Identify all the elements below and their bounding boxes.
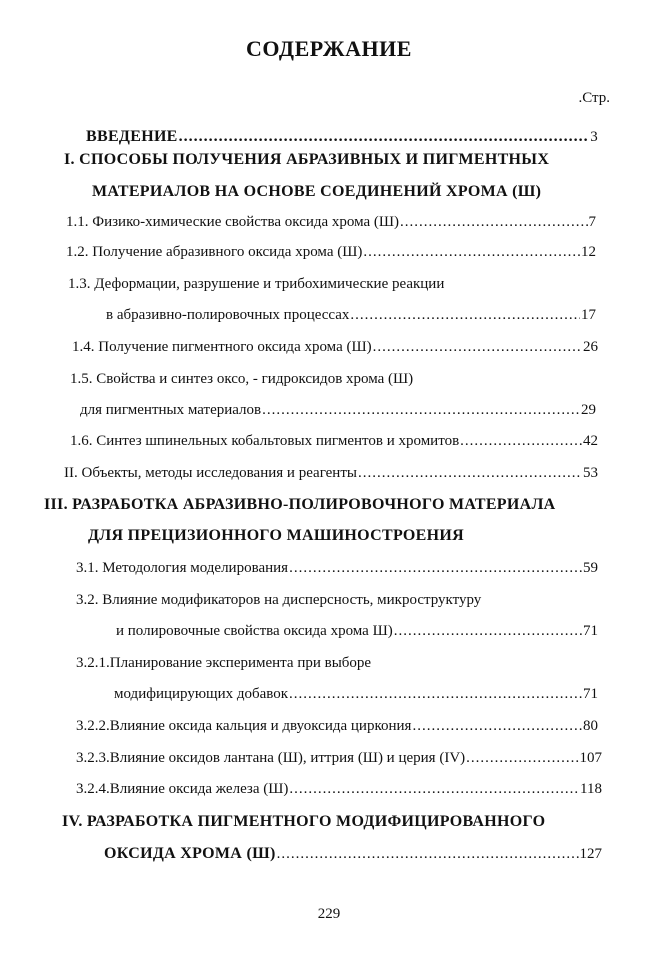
leader-dots [460,433,582,450]
toc-entry-1-1[interactable] [66,214,596,231]
leader-dots [289,781,579,798]
toc-entry-text: 3.2.3.Влияние оксидов лантана (Ш), иттрия (Ш) и церия (IV) [76,750,466,766]
toc-entry-page: 53 [583,465,598,481]
toc-entry-text: 3.2.2.Влияние оксида кальция и двуоксида циркония [76,718,412,734]
toc-entry-text: II. Объекты, методы исследования и реагенты [64,465,357,481]
toc-entry-3-2-line1[interactable]: 3.2. Влияние модификаторов на дисперсность, микроструктуру [76,592,482,608]
toc-entry-page: 7 [588,214,596,230]
leader-dots [358,465,582,482]
toc-entry-page: 71 [583,623,598,639]
page-title: СОДЕРЖАНИЕ [246,36,412,61]
toc-entry-1-6[interactable] [70,433,598,450]
leader-dots [373,339,582,356]
toc-entry-chapter-2[interactable] [64,465,598,482]
toc-entry-3-2[interactable] [116,623,598,640]
toc-entry-text: модифицирующих добавок [114,686,289,702]
toc-chapter-4-line1[interactable]: IV. РАЗРАБОТКА ПИГМЕНТНОГО МОДИФИЦИРОВАННОГО [62,813,546,830]
toc-entry-page: 71 [583,686,598,702]
toc-entry-1-4[interactable] [72,339,598,356]
toc-entry-1-5-line1[interactable]: 1.5. Свойства и синтез оксо, - гидроксидов хрома (Ш) [70,371,414,387]
page-number: 229 [317,906,341,922]
leader-dots [466,750,578,767]
leader-dots [363,244,580,261]
leader-dots [262,402,580,419]
toc-entry-text: 3.1. Методология моделирования [76,560,289,576]
toc-entry-1-5[interactable] [80,402,596,419]
toc-entry-text: и полировочные свойства оксида хрома Ш) [116,623,393,639]
toc-entry-page: 80 [583,718,598,734]
toc-entry-1-3[interactable] [106,307,596,324]
toc-entry-3-1[interactable] [76,560,598,577]
toc-entry-page: 127 [579,846,602,862]
toc-entry-1-3-line1[interactable]: 1.3. Деформации, разрушение и трибохимические реакции [68,276,445,292]
leader-dots [289,560,582,577]
toc-entry-page: 17 [581,307,596,323]
toc-chapter-1-line2[interactable]: МАТЕРИАЛОВ НА ОСНОВЕ СОЕДИНЕНИЙ ХРОМА (Ш) [92,183,542,200]
toc-entry-page: 59 [583,560,598,576]
toc-entry-page: 26 [583,339,598,355]
leader-dots [289,686,582,703]
toc-entry-text: для пигментных материалов [80,402,262,418]
toc-entry-3-2-1-line1[interactable]: 3.2.1.Планирование эксперимента при выборе [76,655,372,671]
toc-entry-chapter-4[interactable] [104,845,602,863]
toc-entry-page: 12 [581,244,596,260]
leader-dots [400,214,587,231]
toc-chapter-3-line2[interactable]: ДЛЯ ПРЕЦИЗИОННОГО МАШИНОСТРОЕНИЯ [88,527,464,544]
toc-entry-page: 118 [580,781,602,797]
toc-entry-page: 29 [581,402,596,418]
toc-entry-text: 3.2.4.Влияние оксида железа (Ш) [76,781,289,797]
toc-entry-text: 1.6. Синтез шпинельных кобальтовых пигментов и хромитов [70,433,460,449]
toc-chapter-1-line1[interactable]: I. СПОСОБЫ ПОЛУЧЕНИЯ АБРАЗИВНЫХ И ПИГМЕНТНЫХ [64,151,550,168]
leader-dots [412,718,582,735]
page-column-label: .Стр. [578,90,610,106]
toc-chapter-3-line1[interactable]: III. РАЗРАБОТКА АБРАЗИВНО-ПОЛИРОВОЧНОГО МАТЕРИАЛА [44,496,556,513]
toc-entry-page: 107 [579,750,602,766]
toc-entry-text: 1.1. Физико-химические свойства оксида хрома (Ш) [66,214,400,230]
toc-entry-3-2-2[interactable] [76,718,598,735]
toc-entry-text: ОКСИДА ХРОМА (Ш) [104,845,276,862]
leader-dots [179,128,590,146]
toc-entry-page: 42 [583,433,598,449]
leader-dots [350,307,580,324]
toc-entry-text: 1.4. Получение пигментного оксида хрома (Ш) [72,339,372,355]
toc-entry-3-2-3[interactable] [76,750,602,767]
toc-entry-text: в абразивно-полировочных процессах [106,307,350,323]
toc-entry-3-2-1[interactable] [114,686,598,703]
leader-dots [394,623,582,640]
toc-entry-page: 3 [590,129,598,145]
toc-entry-text: ВВЕДЕНИЕ [86,128,178,145]
toc-entry-intro[interactable] [86,128,598,146]
leader-dots [277,846,579,863]
toc-entry-3-2-4[interactable] [76,781,602,798]
toc-entry-1-2[interactable] [66,244,596,261]
toc-entry-text: 1.2. Получение абразивного оксида хрома (Ш) [66,244,363,260]
